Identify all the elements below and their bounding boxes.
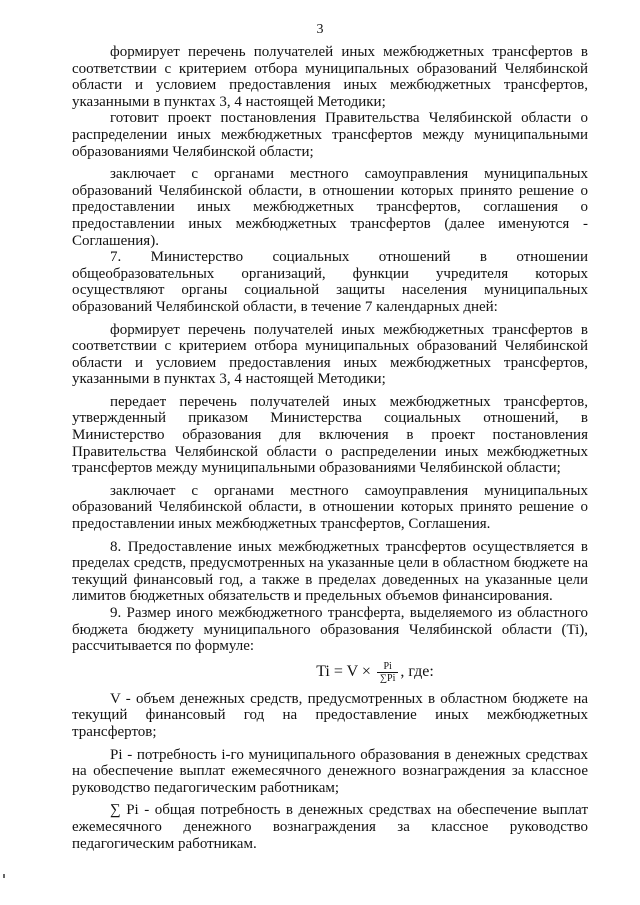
formula-fraction [377,661,398,684]
paragraph: заключает с органами местного самоуправления муниципальных образований Челябинской области, в отношении которых принято решение о предоставлении иных межбюджетных трансфертов, Соглашения. [72,482,588,533]
scan-mark [3,874,5,878]
paragraph: передает перечень получателей иных межбюджетных трансфертов, утвержденный приказом Министерства социальных отношений, в Министерство образования для включения в проект постановления Правительства Челябинской области о распределении иных межбюджетных трансфертов между муниципальными образованиями Челябинской области; [72,393,588,477]
formula-denominator: ∑Pi [379,672,396,684]
paragraph: заключает с органами местного самоуправления муниципальных образований Челябинской области, в отношении которых принято решение о предоставлении иных межбюджетных трансфертов, соглашения о предоставлении иных межбюджетных трансфертов (далее именуются - Соглашения). [72,166,588,249]
paragraph: формирует перечень получателей иных межбюджетных трансфертов в соответствии с критерием отбора муниципальных образований Челябинской области и условием предоставления иных межбюджетных трансфертов, указанными в пунктах 3, 4 настоящей Методики; [72,321,588,388]
paragraph: 8. Предоставление иных межбюджетных трансфертов осуществляется в пределах средств, предусмотренных на указанные цели в областном бюджете на текущий финансовый год, а также в пределах доведенных на указанные цели лимитов бюджетных обязательств и предельных объемов финансирования. [72,538,588,605]
document-body [72,44,588,852]
paragraph: готовит проект постановления Правительства Челябинской области о распределении иных межбюджетных трансфертов между муниципальными образованиями Челябинской области; [72,110,588,160]
formula [72,661,588,684]
definition: Pi - потребность i-го муниципального образования в денежных средствах на обеспечение выплат ежемесячного денежного вознаграждения за классное руководство педагогическим работникам; [72,746,588,796]
definition: V - объем денежных средств, предусмотренных в областном бюджете на текущий финансовый год на предоставление иных межбюджетных трансфертов; [72,690,588,740]
paragraph: формирует перечень получателей иных межбюджетных трансфертов в соответствии с критерием отбора муниципальных образований Челябинской области и условием предоставления иных межбюджетных трансфертов, указанными в пунктах 3, 4 настоящей Методики; [72,44,588,110]
definition: ∑ Pi - общая потребность в денежных средствах на обеспечение выплат ежемесячного денежного вознаграждения за классное руководство педагогическим работникам. [72,802,588,852]
page-number: 3 [316,22,324,37]
formula-tail: , где: [400,662,434,680]
formula-lhs: Ti = V × [316,662,371,680]
paragraph: 7. Министерство социальных отношений в отношении общеобразовательных организаций, функции учредителя которых осуществляют органы социальной защиты населения муниципальных образований Челябинской области, в течение 7 календарных дней: [72,249,588,315]
formula-numerator: Pi [377,661,398,673]
paragraph: 9. Размер иного межбюджетного трансферта, выделяемого из областного бюджета бюджету муниципального образования Челябинской области (Ti), рассчитывается по формуле: [72,605,588,655]
